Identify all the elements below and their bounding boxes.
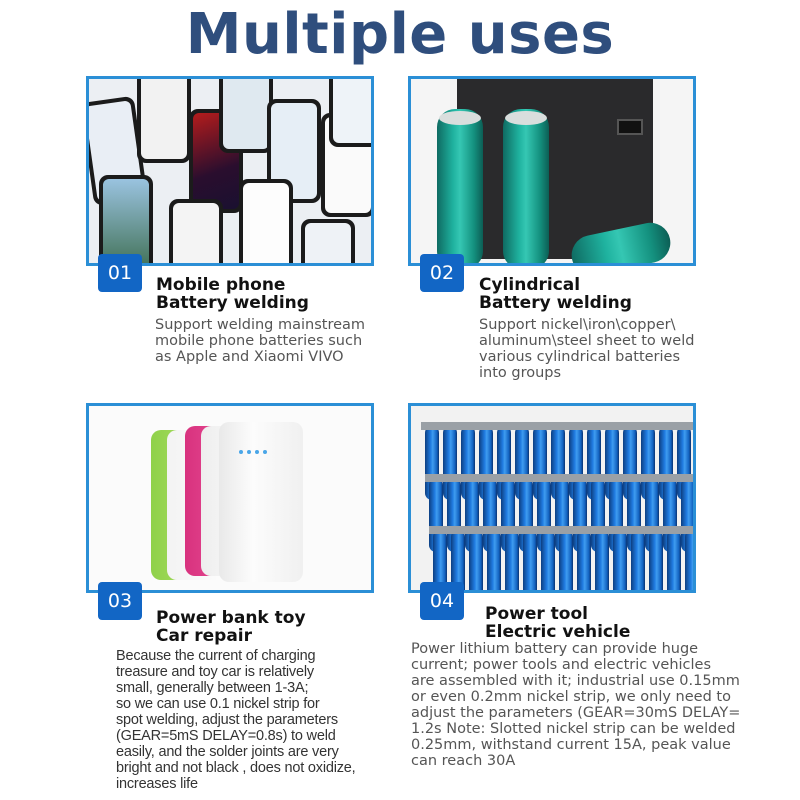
- battery-cell: [523, 530, 537, 593]
- nickel-strip: [429, 526, 696, 534]
- item-heading: [479, 276, 632, 312]
- battery-cell: [541, 530, 555, 593]
- cylindrical-battery-image: [408, 76, 696, 266]
- item-heading: [156, 276, 309, 312]
- nickel-strip: [421, 422, 693, 430]
- item-description: [116, 648, 355, 792]
- description-line: mobile phone batteries such: [155, 333, 363, 349]
- description-line: (GEAR=5mS DELAY=0.8s) to weld: [116, 728, 336, 744]
- item-heading-line: Electric vehicle: [485, 622, 631, 642]
- item-number-badge: 03: [98, 582, 142, 620]
- item-heading-line: Power bank toy: [156, 608, 306, 628]
- battery-cell: [613, 530, 627, 593]
- description-line: various cylindrical batteries: [479, 349, 681, 365]
- battery-cell: [595, 530, 609, 593]
- description-line: easily, and the solder joints are very: [116, 744, 339, 760]
- description-line: adjust the parameters (GEAR=30mS DELAY=: [411, 705, 741, 721]
- battery-cell: [631, 530, 645, 593]
- description-line: aluminum\steel sheet to weld: [479, 333, 695, 349]
- description-line: treasure and toy car is relatively: [116, 664, 314, 680]
- description-line: or even 0.2mm nickel strip, we only need to: [411, 689, 731, 705]
- item-heading-line: Car repair: [156, 626, 253, 646]
- description-line: small, generally between 1-3A;: [116, 680, 309, 696]
- battery-cell: [487, 530, 501, 593]
- battery-cell: [685, 530, 696, 593]
- battery-cell: [469, 530, 483, 593]
- description-line: spot welding, adjust the parameters: [116, 712, 338, 728]
- item-heading: [156, 609, 306, 645]
- power-bank-image: [86, 403, 374, 593]
- battery-cell: [559, 530, 573, 593]
- description-line: increases life: [116, 776, 198, 792]
- description-line: can reach 30A: [411, 753, 516, 769]
- battery-cell: [649, 530, 663, 593]
- description-line: into groups: [479, 365, 562, 381]
- nickel-strip: [425, 474, 696, 482]
- battery-pack-cells: [411, 406, 696, 593]
- item-heading-line: Battery welding: [156, 293, 309, 313]
- item-heading-line: Power tool: [485, 604, 588, 624]
- description-line: Power lithium battery can provide huge: [411, 641, 699, 657]
- battery-cell: [667, 530, 681, 593]
- description-line: 0.25mm, withstand current 15A, peak value: [411, 737, 731, 753]
- battery-cell: [577, 530, 591, 593]
- description-line: 1.2s Note: Slotted nickel strip can be welded: [411, 721, 736, 737]
- description-line: bright and not black , does not oxidize,: [116, 760, 356, 776]
- item-description: [479, 317, 694, 381]
- description-line: as Apple and Xiaomi VIVO: [155, 349, 344, 365]
- description-line: so we can use 0.1 nickel strip for: [116, 696, 320, 712]
- description-line: Support nickel\iron\copper\: [479, 317, 676, 333]
- item-number-badge: 02: [420, 254, 464, 292]
- battery-cell: [505, 530, 519, 593]
- item-heading-line: Mobile phone: [156, 275, 286, 295]
- mobile-phone-image: [86, 76, 374, 266]
- description-line: Support welding mainstream: [155, 317, 366, 333]
- item-description: [155, 317, 365, 365]
- page-title: Multiple uses: [185, 2, 615, 67]
- item-heading-line: Battery welding: [479, 293, 632, 313]
- item-heading-line: Cylindrical: [479, 275, 581, 295]
- item-description: [411, 641, 740, 769]
- description-line: are assembled with it; industrial use 0.15mm: [411, 673, 740, 689]
- description-line: Because the current of charging: [116, 648, 316, 664]
- description-line: current; power tools and electric vehicles: [411, 657, 712, 673]
- item-number-badge: 01: [98, 254, 142, 292]
- item-number-badge: 04: [420, 582, 464, 620]
- battery-pack-image: [408, 403, 696, 593]
- item-heading: [485, 605, 630, 641]
